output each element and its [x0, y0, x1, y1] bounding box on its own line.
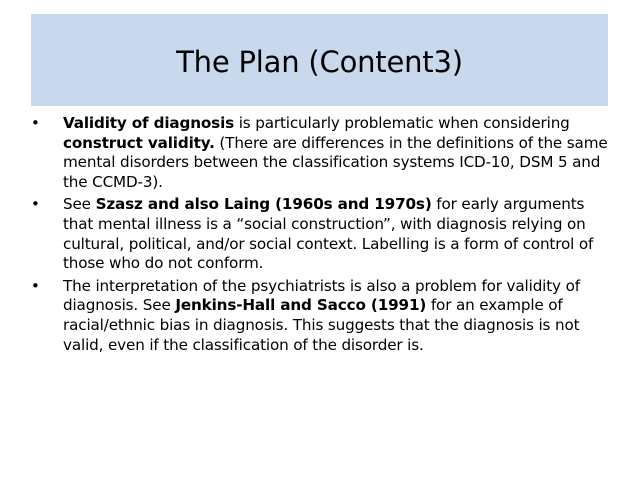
title-band: [31, 14, 608, 106]
bullet-text-bold: Validity of diagnosis: [63, 114, 235, 132]
bullet-text-bold: construct validity.: [63, 133, 215, 152]
bullet-marker: •: [31, 276, 40, 295]
bullet-marker: •: [31, 195, 40, 214]
bullet-text-bold: Jenkins-Hall and Sacco (1991): [175, 296, 427, 315]
slide-title: The Plan (Content3): [176, 45, 463, 79]
bullet-text-bold: Szasz and also Laing (1960s and 1970s): [95, 195, 432, 214]
bullet-text: The interpretation of the psychiatrists is also a problem for validity of diagnosis. See: [63, 276, 580, 315]
bullet-text: See: [63, 195, 96, 214]
bullet-item: [31, 114, 608, 192]
bullet-item: [31, 195, 608, 273]
bullet-marker: •: [31, 114, 40, 132]
bullet-item: [31, 277, 608, 355]
bullet-text: for early arguments that mental illness is a “social construction”, with diagnosis relying on cultural, political, and/or social context. Labelling is a form of control of those who do not conform.: [63, 195, 594, 273]
bullet-text: is particularly problematic when considering: [234, 114, 570, 132]
bullet-text: (There are differences in the definitions of the same mental disorders between the classification systems ICD-10, DSM 5 and the CCMD-3).: [63, 133, 608, 191]
bullet-list: [31, 114, 608, 358]
bullet-text: for an example of racial/ethnic bias in diagnosis. This suggests that the diagnosis is not valid, even if the classification of the disorder is.: [63, 296, 580, 354]
